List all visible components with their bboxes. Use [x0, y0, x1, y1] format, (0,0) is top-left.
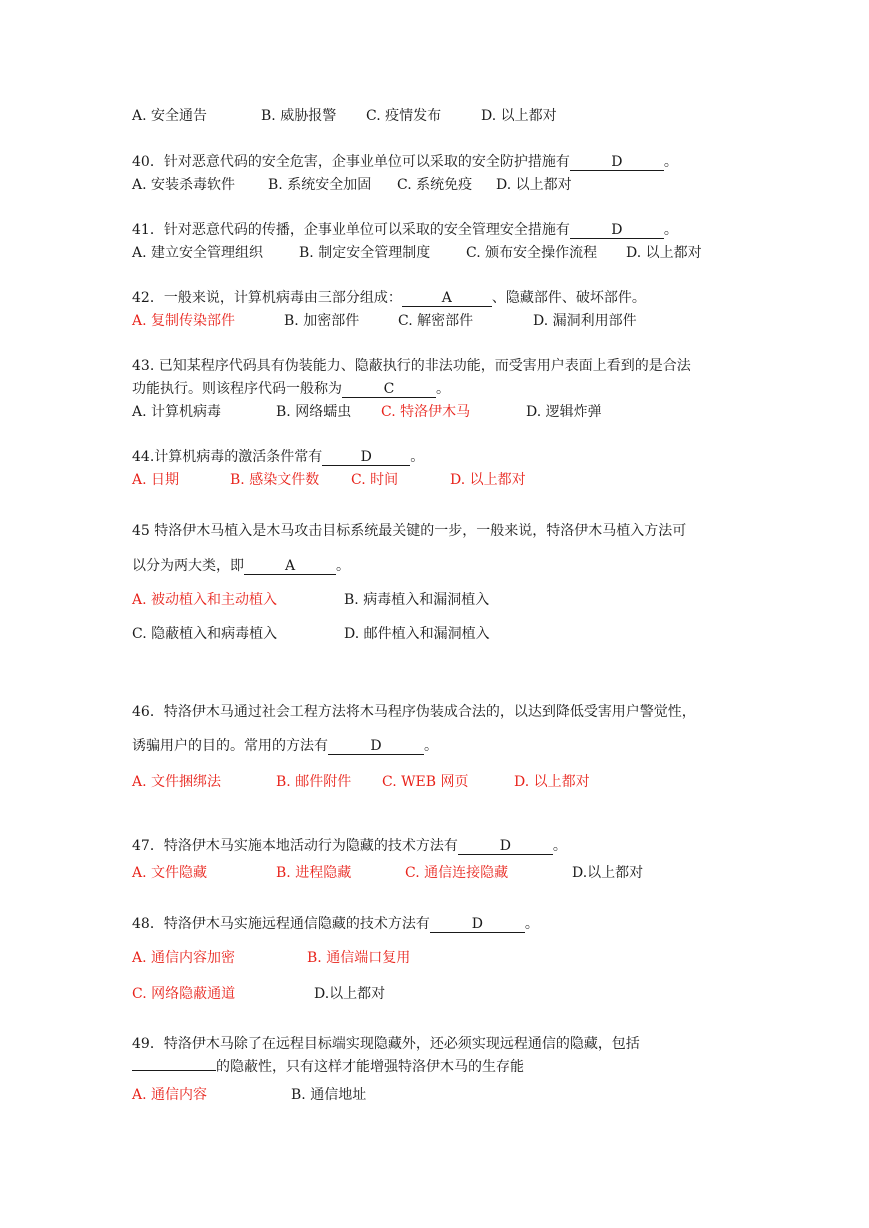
- q40-option-b: B. 系统安全加固: [268, 177, 372, 193]
- q49-stem-end: 的隐蔽性，只有这样才能增强特洛伊木马的生存能: [216, 1059, 524, 1075]
- q39-option-c: C. 疫情发布: [366, 108, 442, 124]
- q44-stem: [132, 448, 424, 466]
- q42-option-b: B. 加密部件: [284, 313, 360, 329]
- q43-stem-end: 。: [436, 381, 450, 397]
- q40-option-c: C. 系统免疫: [397, 177, 473, 193]
- q49-option-b: B. 通信地址: [291, 1087, 367, 1103]
- q43-option-b: B. 网络蠕虫: [276, 404, 352, 420]
- q41-answer-blank: D: [570, 222, 664, 239]
- q43-stem-text: 功能执行。则该程序代码一般称为: [132, 381, 342, 397]
- q39-option-b: B. 威胁报警: [261, 108, 337, 124]
- q48-stem-text: 48．特洛伊木马实施远程通信隐藏的技术方法有: [132, 916, 430, 932]
- q47-stem-end: 。: [552, 838, 567, 854]
- q43-answer-blank: C: [342, 381, 436, 398]
- q47-stem-text: 47．特洛伊木马实施本地活动行为隐藏的技术方法有: [132, 838, 458, 854]
- q43-option-d: D. 逻辑炸弹: [526, 404, 602, 420]
- q43-stem-line1: 43. 已知某程序代码具有伪装能力、隐蔽执行的非法功能，而受害用户表面上看到的是合法: [132, 358, 691, 374]
- q40-option-d: D. 以上都对: [496, 177, 572, 193]
- q41-option-d: D. 以上都对: [626, 245, 702, 261]
- q46-option-b: B. 邮件附件: [276, 774, 352, 790]
- q46-option-a: A. 文件捆绑法: [132, 774, 222, 790]
- q44-stem-end: 。: [410, 449, 425, 465]
- q49-option-a: A. 通信内容: [132, 1087, 208, 1103]
- q47-option-d: D.以上都对: [572, 865, 644, 881]
- q48-option-a: A. 通信内容加密: [132, 950, 236, 966]
- q42-option-c: C. 解密部件: [398, 313, 474, 329]
- q48-stem-end: 。: [524, 916, 539, 932]
- q39-option-d: D. 以上都对: [481, 108, 557, 124]
- q40-answer-blank: D: [570, 154, 664, 171]
- q48-option-d: D.以上都对: [314, 986, 386, 1002]
- q41-stem: [132, 221, 678, 239]
- q48-option-c: C. 网络隐蔽通道: [132, 986, 236, 1002]
- q42-option-a: A. 复制传染部件: [132, 313, 236, 329]
- q44-option-a: A. 日期: [132, 472, 180, 488]
- q43-option-c: C. 特洛伊木马: [381, 404, 471, 420]
- q40-option-a: A. 安装杀毒软件: [132, 177, 236, 193]
- q47-option-a: A. 文件隐藏: [132, 865, 208, 881]
- q40-stem-text: 40．针对恶意代码的安全危害，企事业单位可以采取的安全防护措施有: [132, 154, 570, 170]
- q46-stem-end: 。: [424, 738, 438, 754]
- q40-stem: [132, 153, 678, 171]
- q45-option-b: B. 病毒植入和漏洞植入: [344, 592, 490, 608]
- q49-stem-line1: 49．特洛伊木马除了在远程目标端实现隐藏外，还必须实现远程通信的隐藏，包括: [132, 1036, 640, 1052]
- q48-stem: [132, 915, 539, 933]
- q44-option-d: D. 以上都对: [450, 472, 526, 488]
- q44-option-c: C. 时间: [351, 472, 399, 488]
- q45-option-d: D. 邮件植入和漏洞植入: [344, 626, 490, 642]
- q43-option-a: A. 计算机病毒: [132, 404, 222, 420]
- q46-stem-text: 诱骗用户的目的。常用的方法有: [132, 738, 328, 754]
- q42-answer-blank: A: [402, 290, 492, 307]
- q48-option-b: B. 通信端口复用: [307, 950, 411, 966]
- q42-stem-end: 、隐藏部件、破坏部件。: [491, 290, 646, 306]
- q39-option-a: A. 安全通告: [132, 108, 208, 124]
- q41-stem-text: 41．针对恶意代码的传播，企事业单位可以采取的安全管理安全措施有: [132, 222, 570, 238]
- q41-stem-end: 。: [663, 222, 678, 238]
- q42-stem: [132, 289, 646, 307]
- q42-option-d: D. 漏洞利用部件: [533, 313, 637, 329]
- q45-option-a: A. 被动植入和主动植入: [132, 592, 278, 608]
- q41-option-a: A. 建立安全管理组织: [132, 245, 264, 261]
- q45-stem-line2: [132, 557, 350, 575]
- q45-stem-line1: 45 特洛伊木马植入是木马攻击目标系统最关键的一步，一般来说，特洛伊木马植入方法可: [132, 523, 687, 539]
- q44-option-b: B. 感染文件数: [230, 472, 320, 488]
- q41-option-b: B. 制定安全管理制度: [299, 245, 431, 261]
- q46-stem-line2: [132, 737, 438, 755]
- q40-stem-end: 。: [663, 154, 678, 170]
- q46-option-d: D. 以上都对: [514, 774, 590, 790]
- q45-stem-text: 以分为两大类，即: [132, 558, 244, 574]
- q47-option-b: B. 进程隐藏: [276, 865, 352, 881]
- q43-stem-line2: [132, 380, 450, 398]
- q45-option-c: C. 隐蔽植入和病毒植入: [132, 626, 278, 642]
- q46-stem-line1: 46．特洛伊木马通过社会工程方法将木马程序伪装成合法的，以达到降低受害用户警觉性，: [132, 704, 696, 720]
- q44-stem-text: 44.计算机病毒的激活条件常有: [132, 449, 323, 465]
- q46-option-c: C. WEB 网页: [382, 774, 469, 790]
- q47-option-c: C. 通信连接隐藏: [405, 865, 509, 881]
- q44-answer-blank: D: [322, 449, 410, 466]
- q46-answer-blank: D: [328, 738, 424, 755]
- q45-answer-blank: A: [244, 558, 336, 575]
- q41-option-c: C. 颁布安全操作流程: [466, 245, 598, 261]
- q49-stem-line2: [132, 1058, 524, 1076]
- q45-stem-end: 。: [336, 558, 350, 574]
- q42-stem-text: 42．一般来说，计算机病毒由三部分组成：: [132, 290, 402, 306]
- q49-answer-blank: [132, 1070, 216, 1071]
- q47-stem: [132, 837, 567, 855]
- q47-answer-blank: D: [458, 838, 553, 855]
- q48-answer-blank: D: [430, 916, 525, 933]
